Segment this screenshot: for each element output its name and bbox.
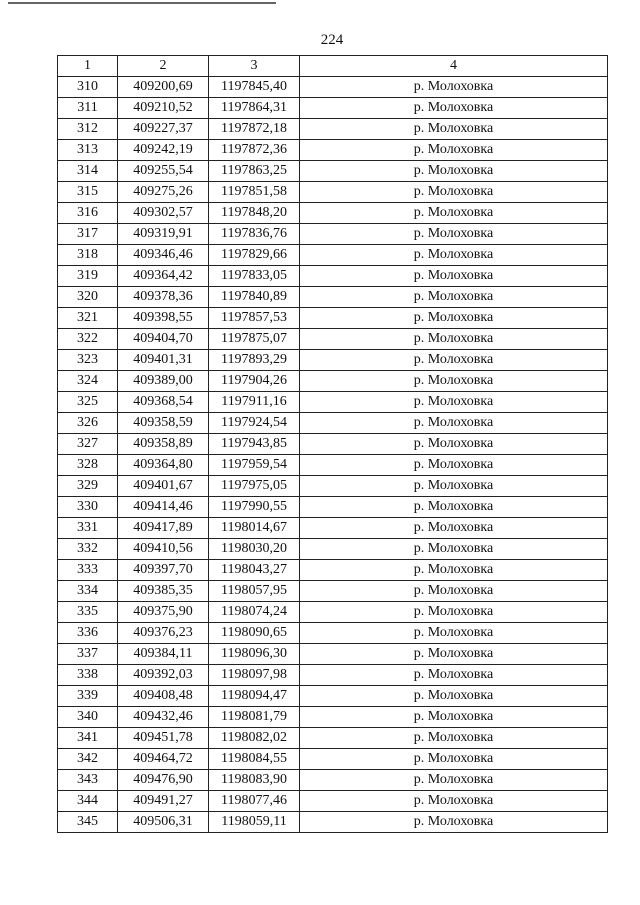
point-number-cell: 337: [58, 644, 118, 665]
table-row: [58, 413, 608, 434]
x-coordinate-cell: 409464,72: [118, 749, 209, 770]
description-cell: р. Молоховка: [300, 371, 608, 392]
x-coordinate-cell: 409398,55: [118, 308, 209, 329]
y-coordinate-cell: 1197975,05: [209, 476, 300, 497]
y-coordinate-cell: 1197990,55: [209, 497, 300, 518]
point-number-cell: 327: [58, 434, 118, 455]
point-number-cell: 342: [58, 749, 118, 770]
description-cell: р. Молоховка: [300, 140, 608, 161]
table-row: [58, 203, 608, 224]
table-row: [58, 224, 608, 245]
x-coordinate-cell: 409210,52: [118, 98, 209, 119]
point-number-cell: 314: [58, 161, 118, 182]
table-row: [58, 581, 608, 602]
description-cell: р. Молоховка: [300, 245, 608, 266]
y-coordinate-cell: 1197829,66: [209, 245, 300, 266]
point-number-cell: 313: [58, 140, 118, 161]
description-cell: р. Молоховка: [300, 287, 608, 308]
y-coordinate-cell: 1197833,05: [209, 266, 300, 287]
x-coordinate-cell: 409319,91: [118, 224, 209, 245]
x-coordinate-cell: 409410,56: [118, 539, 209, 560]
description-cell: р. Молоховка: [300, 119, 608, 140]
table-row: [58, 707, 608, 728]
table-row: [58, 161, 608, 182]
page-number: 224: [320, 32, 344, 48]
column-header-4: 4: [300, 56, 608, 77]
point-number-cell: 317: [58, 224, 118, 245]
x-coordinate-cell: 409432,46: [118, 707, 209, 728]
table-row: [58, 119, 608, 140]
table-row: [58, 644, 608, 665]
x-coordinate-cell: 409227,37: [118, 119, 209, 140]
y-coordinate-cell: 1198097,98: [209, 665, 300, 686]
column-header-2: 2: [118, 56, 209, 77]
table-row: [58, 812, 608, 833]
y-coordinate-cell: 1197863,25: [209, 161, 300, 182]
description-cell: р. Молоховка: [300, 686, 608, 707]
description-cell: р. Молоховка: [300, 728, 608, 749]
y-coordinate-cell: 1197840,89: [209, 287, 300, 308]
point-number-cell: 319: [58, 266, 118, 287]
table-row: [58, 497, 608, 518]
x-coordinate-cell: 409417,89: [118, 518, 209, 539]
point-number-cell: 344: [58, 791, 118, 812]
header-row: [58, 56, 608, 77]
y-coordinate-cell: 1197864,31: [209, 98, 300, 119]
point-number-cell: 328: [58, 455, 118, 476]
point-number-cell: 338: [58, 665, 118, 686]
y-coordinate-cell: 1197848,20: [209, 203, 300, 224]
table-row: [58, 245, 608, 266]
table-row: [58, 539, 608, 560]
description-cell: р. Молоховка: [300, 413, 608, 434]
y-coordinate-cell: 1197904,26: [209, 371, 300, 392]
x-coordinate-cell: 409476,90: [118, 770, 209, 791]
x-coordinate-cell: 409384,11: [118, 644, 209, 665]
table-row: [58, 728, 608, 749]
point-number-cell: 326: [58, 413, 118, 434]
description-cell: р. Молоховка: [300, 791, 608, 812]
description-cell: р. Молоховка: [300, 602, 608, 623]
description-cell: р. Молоховка: [300, 623, 608, 644]
table-row: [58, 266, 608, 287]
table-row: [58, 182, 608, 203]
table-row: [58, 308, 608, 329]
description-cell: р. Молоховка: [300, 224, 608, 245]
point-number-cell: 329: [58, 476, 118, 497]
table-row: [58, 371, 608, 392]
description-cell: р. Молоховка: [300, 308, 608, 329]
description-cell: р. Молоховка: [300, 329, 608, 350]
y-coordinate-cell: 1198083,90: [209, 770, 300, 791]
point-number-cell: 336: [58, 623, 118, 644]
y-coordinate-cell: 1198057,95: [209, 581, 300, 602]
point-number-cell: 331: [58, 518, 118, 539]
y-coordinate-cell: 1198090,65: [209, 623, 300, 644]
description-cell: р. Молоховка: [300, 392, 608, 413]
point-number-cell: 340: [58, 707, 118, 728]
x-coordinate-cell: 409364,80: [118, 455, 209, 476]
table-row: [58, 749, 608, 770]
x-coordinate-cell: 409404,70: [118, 329, 209, 350]
table-row: [58, 329, 608, 350]
y-coordinate-cell: 1198094,47: [209, 686, 300, 707]
table-row: [58, 476, 608, 497]
table-row: [58, 455, 608, 476]
description-cell: р. Молоховка: [300, 203, 608, 224]
point-number-cell: 315: [58, 182, 118, 203]
description-cell: р. Молоховка: [300, 476, 608, 497]
y-coordinate-cell: 1198084,55: [209, 749, 300, 770]
x-coordinate-cell: 409397,70: [118, 560, 209, 581]
point-number-cell: 312: [58, 119, 118, 140]
x-coordinate-cell: 409385,35: [118, 581, 209, 602]
x-coordinate-cell: 409506,31: [118, 812, 209, 833]
description-cell: р. Молоховка: [300, 350, 608, 371]
point-number-cell: 318: [58, 245, 118, 266]
x-coordinate-cell: 409389,00: [118, 371, 209, 392]
table-row: [58, 560, 608, 581]
table-row: [58, 350, 608, 371]
x-coordinate-cell: 409200,69: [118, 77, 209, 98]
description-cell: р. Молоховка: [300, 812, 608, 833]
coordinates-table: [57, 55, 608, 833]
y-coordinate-cell: 1197872,18: [209, 119, 300, 140]
point-number-cell: 316: [58, 203, 118, 224]
y-coordinate-cell: 1197845,40: [209, 77, 300, 98]
column-header-3: 3: [209, 56, 300, 77]
y-coordinate-cell: 1198014,67: [209, 518, 300, 539]
description-cell: р. Молоховка: [300, 581, 608, 602]
x-coordinate-cell: 409414,46: [118, 497, 209, 518]
point-number-cell: 333: [58, 560, 118, 581]
point-number-cell: 339: [58, 686, 118, 707]
x-coordinate-cell: 409378,36: [118, 287, 209, 308]
point-number-cell: 335: [58, 602, 118, 623]
x-coordinate-cell: 409368,54: [118, 392, 209, 413]
description-cell: р. Молоховка: [300, 497, 608, 518]
description-cell: р. Молоховка: [300, 539, 608, 560]
y-coordinate-cell: 1197836,76: [209, 224, 300, 245]
description-cell: р. Молоховка: [300, 749, 608, 770]
y-coordinate-cell: 1198030,20: [209, 539, 300, 560]
description-cell: р. Молоховка: [300, 665, 608, 686]
point-number-cell: 345: [58, 812, 118, 833]
table-row: [58, 686, 608, 707]
y-coordinate-cell: 1198043,27: [209, 560, 300, 581]
description-cell: р. Молоховка: [300, 182, 608, 203]
x-coordinate-cell: 409346,46: [118, 245, 209, 266]
x-coordinate-cell: 409491,27: [118, 791, 209, 812]
x-coordinate-cell: 409302,57: [118, 203, 209, 224]
column-header-1: 1: [58, 56, 118, 77]
description-cell: р. Молоховка: [300, 518, 608, 539]
point-number-cell: 334: [58, 581, 118, 602]
x-coordinate-cell: 409255,54: [118, 161, 209, 182]
point-number-cell: 325: [58, 392, 118, 413]
table-row: [58, 518, 608, 539]
table-row: [58, 602, 608, 623]
x-coordinate-cell: 409364,42: [118, 266, 209, 287]
y-coordinate-cell: 1197872,36: [209, 140, 300, 161]
point-number-cell: 324: [58, 371, 118, 392]
y-coordinate-cell: 1197893,29: [209, 350, 300, 371]
description-cell: р. Молоховка: [300, 560, 608, 581]
table-row: [58, 770, 608, 791]
description-cell: р. Молоховка: [300, 455, 608, 476]
y-coordinate-cell: 1197857,53: [209, 308, 300, 329]
table-row: [58, 140, 608, 161]
table-row: [58, 77, 608, 98]
point-number-cell: 330: [58, 497, 118, 518]
table-row: [58, 98, 608, 119]
description-cell: р. Молоховка: [300, 770, 608, 791]
y-coordinate-cell: 1197851,58: [209, 182, 300, 203]
description-cell: р. Молоховка: [300, 98, 608, 119]
x-coordinate-cell: 409242,19: [118, 140, 209, 161]
y-coordinate-cell: 1197875,07: [209, 329, 300, 350]
y-coordinate-cell: 1198074,24: [209, 602, 300, 623]
table-row: [58, 623, 608, 644]
description-cell: р. Молоховка: [300, 161, 608, 182]
y-coordinate-cell: 1198096,30: [209, 644, 300, 665]
x-coordinate-cell: 409376,23: [118, 623, 209, 644]
point-number-cell: 323: [58, 350, 118, 371]
point-number-cell: 311: [58, 98, 118, 119]
description-cell: р. Молоховка: [300, 644, 608, 665]
y-coordinate-cell: 1198077,46: [209, 791, 300, 812]
y-coordinate-cell: 1197959,54: [209, 455, 300, 476]
description-cell: р. Молоховка: [300, 707, 608, 728]
x-coordinate-cell: 409401,67: [118, 476, 209, 497]
description-cell: р. Молоховка: [300, 266, 608, 287]
x-coordinate-cell: 409358,59: [118, 413, 209, 434]
x-coordinate-cell: 409451,78: [118, 728, 209, 749]
description-cell: р. Молоховка: [300, 77, 608, 98]
point-number-cell: 332: [58, 539, 118, 560]
y-coordinate-cell: 1198081,79: [209, 707, 300, 728]
point-number-cell: 343: [58, 770, 118, 791]
table-row: [58, 665, 608, 686]
point-number-cell: 322: [58, 329, 118, 350]
point-number-cell: 321: [58, 308, 118, 329]
point-number-cell: 310: [58, 77, 118, 98]
table-row: [58, 434, 608, 455]
table-row: [58, 287, 608, 308]
x-coordinate-cell: 409275,26: [118, 182, 209, 203]
y-coordinate-cell: 1198082,02: [209, 728, 300, 749]
top-rule: [8, 2, 276, 4]
point-number-cell: 341: [58, 728, 118, 749]
x-coordinate-cell: 409358,89: [118, 434, 209, 455]
y-coordinate-cell: 1197943,85: [209, 434, 300, 455]
x-coordinate-cell: 409401,31: [118, 350, 209, 371]
x-coordinate-cell: 409392,03: [118, 665, 209, 686]
y-coordinate-cell: 1198059,11: [209, 812, 300, 833]
y-coordinate-cell: 1197911,16: [209, 392, 300, 413]
description-cell: р. Молоховка: [300, 434, 608, 455]
x-coordinate-cell: 409408,48: [118, 686, 209, 707]
point-number-cell: 320: [58, 287, 118, 308]
table-row: [58, 791, 608, 812]
y-coordinate-cell: 1197924,54: [209, 413, 300, 434]
x-coordinate-cell: 409375,90: [118, 602, 209, 623]
table-row: [58, 392, 608, 413]
